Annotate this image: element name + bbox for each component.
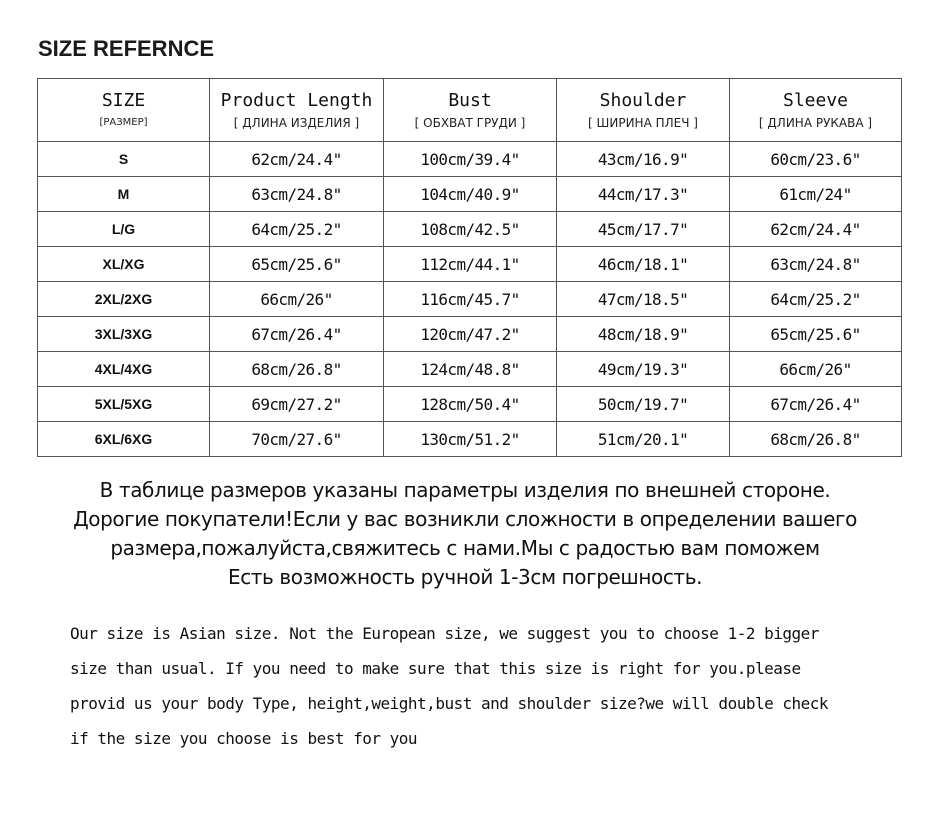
sleeve-cell: 67cm/26.4" bbox=[730, 387, 902, 422]
size-cell: 3XL/3XG bbox=[38, 317, 210, 352]
ru-note-line: Есть возможность ручной 1-3см погрешность. bbox=[227, 565, 703, 589]
table-row bbox=[38, 387, 902, 422]
bust-cell: 120cm/47.2" bbox=[384, 317, 557, 352]
header-shoulder-label: Shoulder bbox=[599, 89, 687, 111]
table-row bbox=[38, 317, 902, 352]
header-length-label: Product Length bbox=[220, 89, 373, 111]
sleeve-cell: 63cm/24.8" bbox=[730, 247, 902, 282]
ru-note-line: Дорогие покупатели!Если у вас возникли сложности в определении вашего bbox=[73, 507, 857, 531]
shoulder-cell: 47cm/18.5" bbox=[557, 282, 730, 317]
size-cell: 5XL/5XG bbox=[38, 387, 210, 422]
header-sleeve-sub: [ ДЛИНА РУКАВА ] bbox=[758, 115, 873, 130]
bust-cell: 100cm/39.4" bbox=[384, 142, 557, 177]
sleeve-cell: 68cm/26.8" bbox=[730, 422, 902, 457]
size-cell: XL/XG bbox=[38, 247, 210, 282]
bust-cell: 128cm/50.4" bbox=[384, 387, 557, 422]
size-table bbox=[37, 78, 902, 457]
header-length-sub: [ ДЛИНА ИЗДЕЛИЯ ] bbox=[233, 115, 360, 130]
en-note-line: provid us your body Type, height,weight,bust and shoulder size?we will double check bbox=[70, 694, 829, 713]
size-cell: 2XL/2XG bbox=[38, 282, 210, 317]
ru-note-line: размера,пожалуйста,свяжитесь с нами.Мы с радостью вам поможем bbox=[110, 536, 820, 560]
shoulder-cell: 51cm/20.1" bbox=[557, 422, 730, 457]
size-cell: L/G bbox=[38, 212, 210, 247]
en-note-line: Our size is Asian size. Not the European size, we suggest you to choose 1-2 bigger bbox=[70, 624, 819, 643]
length-cell: 68cm/26.8" bbox=[210, 352, 384, 387]
length-cell: 62cm/24.4" bbox=[210, 142, 384, 177]
bust-cell: 104cm/40.9" bbox=[384, 177, 557, 212]
header-bust bbox=[384, 79, 557, 142]
header-sleeve-label: Sleeve bbox=[782, 89, 849, 111]
length-cell: 63cm/24.8" bbox=[210, 177, 384, 212]
en-note-line: if the size you choose is best for you bbox=[70, 729, 418, 748]
table-row bbox=[38, 282, 902, 317]
bust-cell: 124cm/48.8" bbox=[384, 352, 557, 387]
table-row bbox=[38, 352, 902, 387]
header-size bbox=[38, 79, 210, 142]
header-shoulder-sub: [ ШИРИНА ПЛЕЧ ] bbox=[588, 115, 698, 130]
sleeve-cell: 64cm/25.2" bbox=[730, 282, 902, 317]
sleeve-cell: 60cm/23.6" bbox=[730, 142, 902, 177]
header-shoulder bbox=[557, 79, 730, 142]
russian-notes bbox=[0, 476, 930, 592]
english-notes bbox=[70, 616, 915, 756]
sleeve-cell: 66cm/26" bbox=[730, 352, 902, 387]
length-cell: 69cm/27.2" bbox=[210, 387, 384, 422]
header-sleeve bbox=[730, 79, 902, 142]
size-cell: 6XL/6XG bbox=[38, 422, 210, 457]
en-note-line: size than usual. If you need to make sure that this size is right for you.please bbox=[70, 659, 801, 678]
shoulder-cell: 44cm/17.3" bbox=[557, 177, 730, 212]
shoulder-cell: 43cm/16.9" bbox=[557, 142, 730, 177]
header-bust-label: Bust bbox=[448, 89, 492, 111]
table-row bbox=[38, 422, 902, 457]
shoulder-cell: 46cm/18.1" bbox=[557, 247, 730, 282]
length-cell: 65cm/25.6" bbox=[210, 247, 384, 282]
length-cell: 66cm/26" bbox=[210, 282, 384, 317]
length-cell: 64cm/25.2" bbox=[210, 212, 384, 247]
size-cell: M bbox=[38, 177, 210, 212]
page-title: SIZE REFERNCE bbox=[38, 36, 215, 61]
table-row bbox=[38, 177, 902, 212]
size-cell: S bbox=[38, 142, 210, 177]
sleeve-cell: 62cm/24.4" bbox=[730, 212, 902, 247]
shoulder-cell: 48cm/18.9" bbox=[557, 317, 730, 352]
table-row bbox=[38, 247, 902, 282]
bust-cell: 108cm/42.5" bbox=[384, 212, 557, 247]
bust-cell: 112cm/44.1" bbox=[384, 247, 557, 282]
table-row bbox=[38, 142, 902, 177]
header-bust-sub: [ ОБХВАТ ГРУДИ ] bbox=[414, 115, 526, 130]
shoulder-cell: 45cm/17.7" bbox=[557, 212, 730, 247]
header-size-sub: [РАЗМЕР] bbox=[99, 116, 148, 128]
bust-cell: 130cm/51.2" bbox=[384, 422, 557, 457]
header-row bbox=[38, 79, 902, 142]
length-cell: 70cm/27.6" bbox=[210, 422, 384, 457]
shoulder-cell: 49cm/19.3" bbox=[557, 352, 730, 387]
length-cell: 67cm/26.4" bbox=[210, 317, 384, 352]
shoulder-cell: 50cm/19.7" bbox=[557, 387, 730, 422]
header-size-label: SIZE bbox=[101, 89, 146, 111]
size-cell: 4XL/4XG bbox=[38, 352, 210, 387]
bust-cell: 116cm/45.7" bbox=[384, 282, 557, 317]
header-length bbox=[210, 79, 384, 142]
sleeve-cell: 61cm/24" bbox=[730, 177, 902, 212]
table-row bbox=[38, 212, 902, 247]
sleeve-cell: 65cm/25.6" bbox=[730, 317, 902, 352]
ru-note-line: В таблице размеров указаны параметры изделия по внешней стороне. bbox=[99, 478, 831, 502]
